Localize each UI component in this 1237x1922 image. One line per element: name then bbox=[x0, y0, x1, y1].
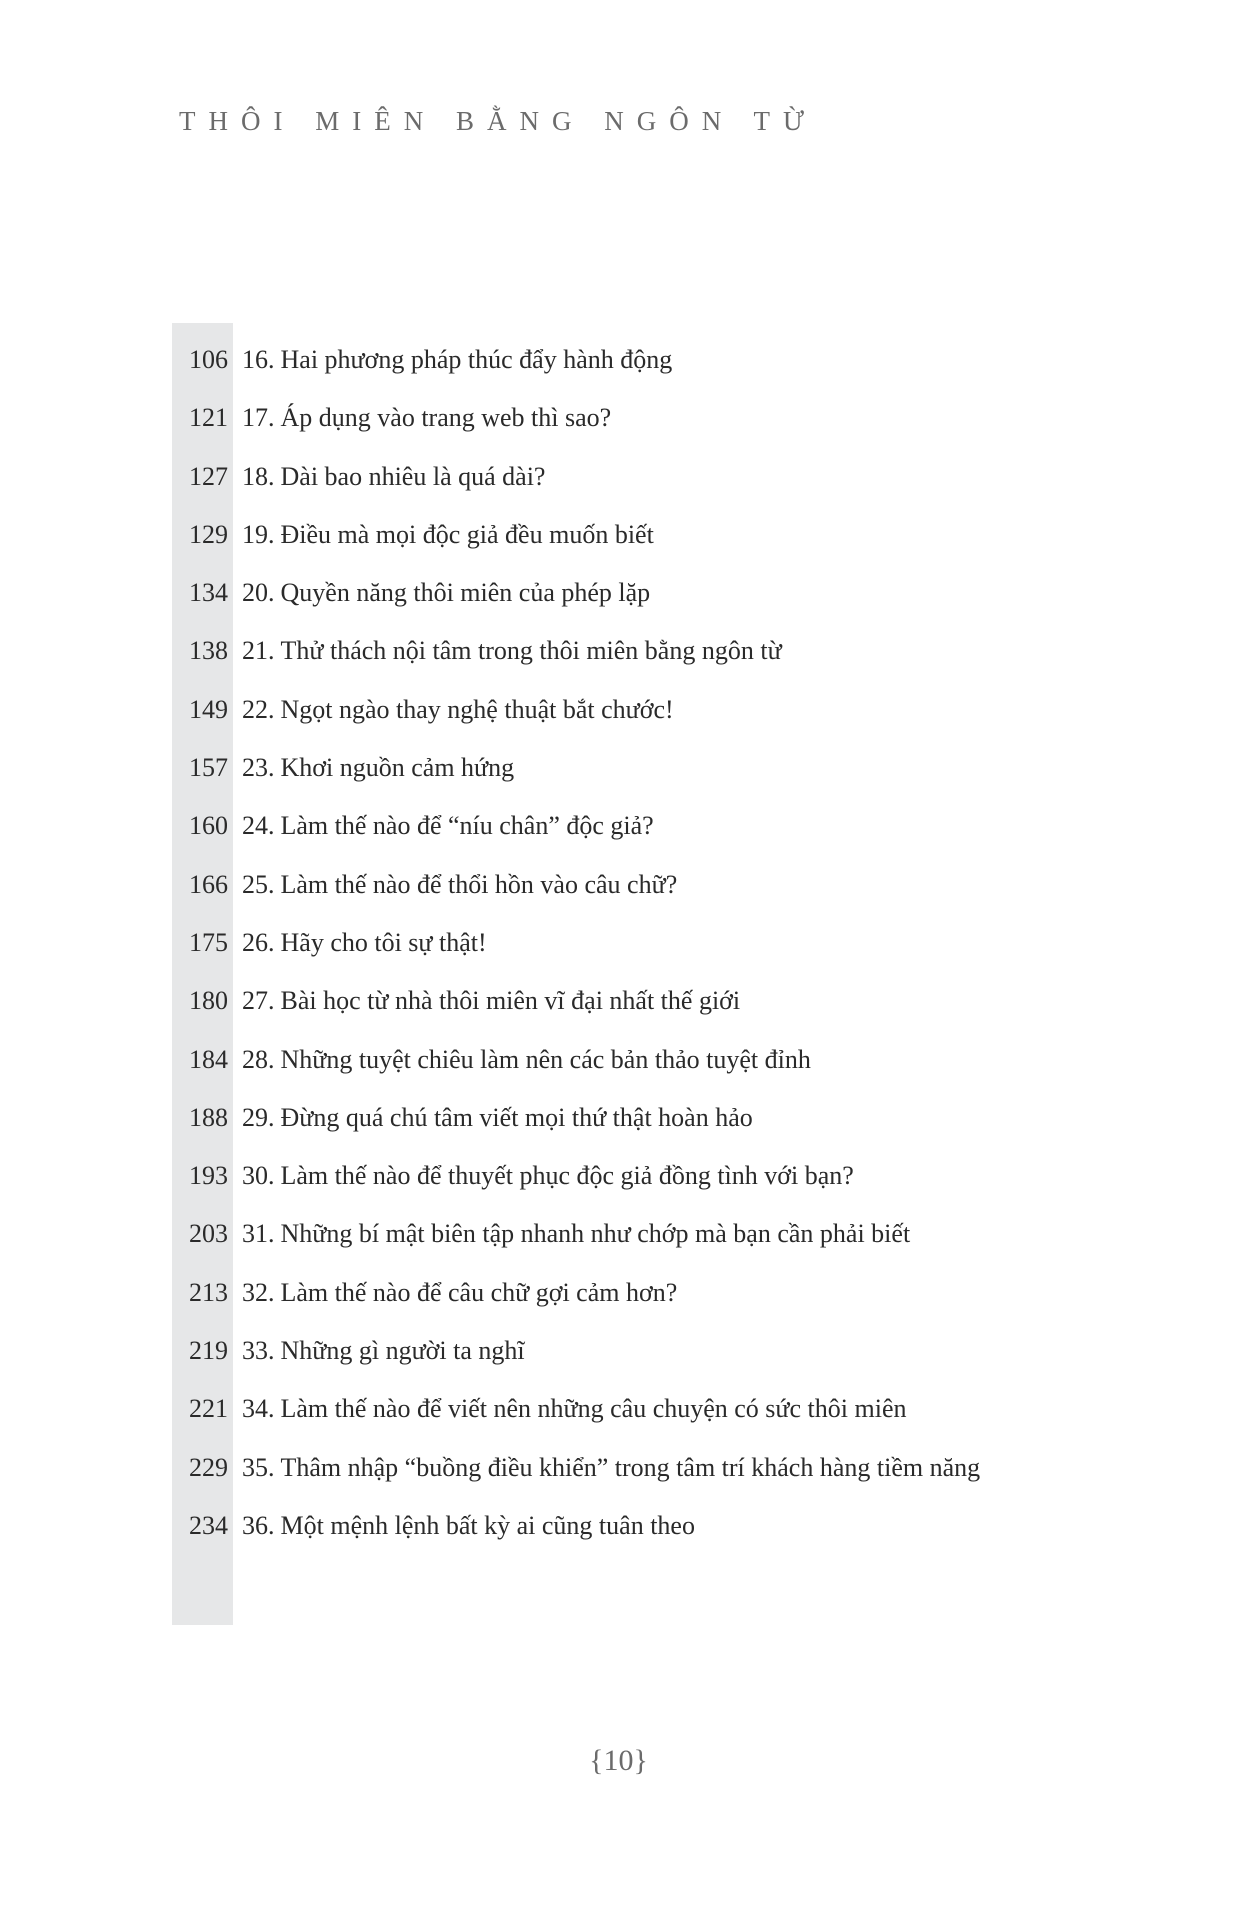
toc-entry bbox=[172, 1219, 1072, 1277]
toc-chapter-title: Hãy cho tôi sự thật! bbox=[280, 927, 487, 957]
running-header: THÔI MIÊN BẰNG NGÔN TỪ bbox=[179, 106, 817, 136]
toc-chapter-number: 27. bbox=[242, 986, 275, 1016]
toc-entry bbox=[172, 870, 1072, 928]
toc-entry bbox=[172, 753, 1072, 811]
toc-page-number: 157 bbox=[189, 753, 228, 783]
toc-chapter-number: 32. bbox=[242, 1277, 275, 1307]
toc-chapter-number: 31. bbox=[242, 1219, 275, 1249]
toc-entry bbox=[172, 1394, 1072, 1452]
table-of-contents bbox=[172, 345, 1072, 1569]
toc-chapter-number: 34. bbox=[242, 1394, 275, 1424]
toc-page-number: 213 bbox=[189, 1277, 228, 1307]
toc-chapter-number: 30. bbox=[242, 1161, 275, 1191]
toc-chapter-number: 36. bbox=[242, 1510, 275, 1540]
toc-page-number: 160 bbox=[189, 811, 228, 841]
toc-chapter-title: Đừng quá chú tâm viết mọi thứ thật hoàn hảo bbox=[280, 1102, 753, 1132]
toc-entry bbox=[172, 811, 1072, 869]
toc-entry bbox=[172, 1045, 1072, 1103]
toc-entry bbox=[172, 1278, 1072, 1336]
toc-chapter-number: 18. bbox=[242, 461, 275, 491]
toc-chapter-number: 33. bbox=[242, 1336, 275, 1366]
page-number: {10} bbox=[589, 1744, 648, 1777]
toc-chapter-number: 24. bbox=[242, 811, 275, 841]
toc-entry bbox=[172, 1336, 1072, 1394]
toc-page-number: 129 bbox=[189, 519, 228, 549]
toc-entry bbox=[172, 1453, 1072, 1511]
toc-page-number: 219 bbox=[189, 1336, 228, 1366]
toc-entry bbox=[172, 1511, 1072, 1569]
toc-entry bbox=[172, 1161, 1072, 1219]
toc-chapter-title: Hai phương pháp thúc đẩy hành động bbox=[280, 345, 673, 374]
toc-page-number: 229 bbox=[189, 1452, 228, 1482]
toc-chapter-number: 17. bbox=[242, 403, 275, 433]
toc-entry bbox=[172, 578, 1072, 636]
toc-chapter-title: Khơi nguồn cảm hứng bbox=[280, 753, 515, 783]
toc-entry bbox=[172, 462, 1072, 520]
toc-chapter-number: 28. bbox=[242, 1044, 275, 1074]
toc-chapter-title: Những tuyệt chiêu làm nên các bản thảo tuyệt đỉnh bbox=[280, 1044, 811, 1074]
toc-chapter-title: Điều mà mọi độc giả đều muốn biết bbox=[280, 519, 654, 549]
toc-page-number: 188 bbox=[189, 1102, 228, 1132]
toc-entry bbox=[172, 928, 1072, 986]
toc-page-number: 193 bbox=[189, 1161, 228, 1191]
toc-page-number: 149 bbox=[189, 694, 228, 724]
toc-chapter-title: Bài học từ nhà thôi miên vĩ đại nhất thế giới bbox=[280, 986, 741, 1016]
toc-chapter-title: Làm thế nào để thuyết phục độc giả đồng tình với bạn? bbox=[280, 1161, 854, 1191]
toc-chapter-title: Làm thế nào để “níu chân” độc giả? bbox=[280, 811, 654, 841]
toc-chapter-number: 20. bbox=[242, 578, 275, 608]
toc-entry bbox=[172, 695, 1072, 753]
toc-chapter-number: 22. bbox=[242, 694, 275, 724]
toc-chapter-number: 25. bbox=[242, 869, 275, 899]
toc-chapter-title: Áp dụng vào trang web thì sao? bbox=[280, 403, 612, 433]
toc-chapter-title: Quyền năng thôi miên của phép lặp bbox=[280, 578, 651, 608]
toc-page-number: 134 bbox=[189, 578, 228, 608]
toc-entry bbox=[172, 345, 1072, 403]
toc-entry bbox=[172, 520, 1072, 578]
toc-page-number: 234 bbox=[189, 1510, 228, 1540]
toc-chapter-title: Làm thế nào để thổi hồn vào câu chữ? bbox=[280, 869, 678, 899]
toc-page-number: 127 bbox=[189, 461, 228, 491]
toc-chapter-title: Thâm nhập “buồng điều khiển” trong tâm trí khách hàng tiềm năng bbox=[280, 1452, 981, 1482]
toc-chapter-title: Một mệnh lệnh bất kỳ ai cũng tuân theo bbox=[280, 1510, 695, 1540]
toc-chapter-title: Những bí mật biên tập nhanh như chớp mà bạn cần phải biết bbox=[280, 1219, 911, 1249]
toc-chapter-title: Thử thách nội tâm trong thôi miên bằng ngôn từ bbox=[280, 636, 782, 666]
toc-chapter-title: Ngọt ngào thay nghệ thuật bắt chước! bbox=[280, 694, 674, 724]
toc-chapter-title: Dài bao nhiêu là quá dài? bbox=[280, 461, 546, 491]
toc-page-number: 184 bbox=[189, 1044, 228, 1074]
toc-entry bbox=[172, 1103, 1072, 1161]
toc-page-number: 138 bbox=[189, 636, 228, 666]
toc-entry bbox=[172, 403, 1072, 461]
toc-page-number: 203 bbox=[189, 1219, 228, 1249]
toc-chapter-number: 21. bbox=[242, 636, 275, 666]
toc-entry bbox=[172, 636, 1072, 694]
toc-chapter-number: 35. bbox=[242, 1452, 275, 1482]
toc-page-number: 175 bbox=[189, 927, 228, 957]
toc-page-number: 106 bbox=[189, 345, 228, 374]
toc-entry bbox=[172, 986, 1072, 1044]
toc-page-number: 121 bbox=[189, 403, 228, 433]
toc-chapter-number: 26. bbox=[242, 927, 275, 957]
toc-chapter-number: 19. bbox=[242, 519, 275, 549]
toc-page-number: 221 bbox=[189, 1394, 228, 1424]
toc-page-number: 166 bbox=[189, 869, 228, 899]
toc-chapter-number: 23. bbox=[242, 753, 275, 783]
toc-page-number: 180 bbox=[189, 986, 228, 1016]
toc-chapter-title: Làm thế nào để câu chữ gợi cảm hơn? bbox=[280, 1277, 678, 1307]
toc-chapter-title: Những gì người ta nghĩ bbox=[280, 1336, 525, 1366]
toc-chapter-number: 16. bbox=[242, 345, 275, 374]
toc-chapter-number: 29. bbox=[242, 1102, 275, 1132]
toc-chapter-title: Làm thế nào để viết nên những câu chuyện có sức thôi miên bbox=[280, 1394, 907, 1424]
